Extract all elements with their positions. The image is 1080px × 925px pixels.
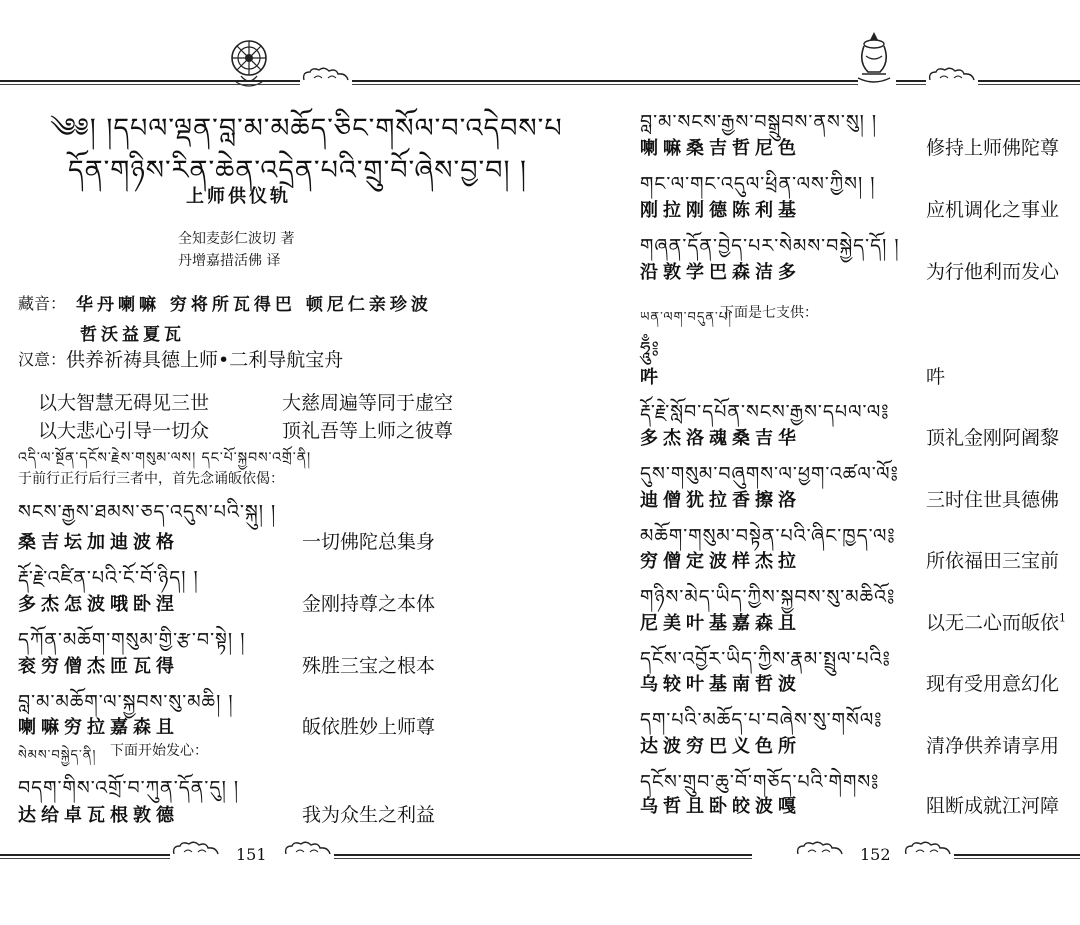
meaning-line: 殊胜三宝之根本 [302, 655, 436, 677]
transliteration-line: 沿敦学巴森洁多 [640, 262, 801, 283]
zangyin-label: 藏音： [18, 294, 67, 313]
note-bodhicitta: 下面开始发心： [110, 743, 208, 759]
tibetan-title-line-1: ༄༅། །དཔལ་ལྡན་བླ་མ་མཆོད་ཅིང་གསོལ་བ་འདེབས་པ [50, 113, 563, 144]
tibetan-note-1: འདི་ལ་སྔོན་དངོས་རྗེས་གསུམ་ལས། དང་པོ་སྐྱབས་འགྲོ་ནི། [18, 450, 312, 466]
transliteration-line: 多杰怎波哦卧涅 [18, 594, 179, 615]
page-number: 152 [860, 845, 891, 864]
meaning-line: 三时住世具德佛 [926, 489, 1060, 511]
transliteration-line: 衮穷僧杰匝瓦得 [18, 656, 179, 677]
transliteration-line: 穷僧定波样杰拉 [640, 551, 801, 572]
tibetan-line: དུས་གསུམ་བཞུགས་ལ་ཕྱག་འཚལ་ལོ༔ [640, 463, 899, 485]
zangyin-line-1: 华丹喇嘛 穷将所瓦得巴 顿尼仁亲珍波 [76, 295, 432, 315]
cloud-ornament-icon [300, 66, 352, 84]
transliteration-line: 喇嘛桑吉哲尼色 [640, 138, 801, 159]
tibetan-line: གཉིས་མེད་ཡིད་ཀྱིས་སྐྱབས་སུ་མཆིའོ༔ [640, 586, 896, 608]
meaning-line: 清净供养请享用 [926, 735, 1060, 757]
tibetan-line: དངོས་འབྱོར་ཡིད་ཀྱིས་རྣམ་སྤྲུལ་པའི༔ [640, 648, 891, 670]
meaning-line: 顶礼金刚阿阇黎 [926, 427, 1060, 449]
treasure-vase-icon [852, 28, 896, 88]
right-page [540, 0, 1080, 925]
transliteration-hum: 吽 [640, 367, 663, 388]
meaning-line: 为行他利而发心 [926, 261, 1060, 283]
tibetan-line: དངོས་གྲུབ་ཆུ་བོ་གཅོད་པའི་གེགས༔ [640, 771, 880, 793]
meaning-line: 我为众生之利益 [302, 804, 436, 826]
meaning-line: 金刚持尊之本体 [302, 593, 436, 615]
cloud-ornament-icon [282, 840, 334, 858]
meaning-line: 现有受用意幻化 [926, 673, 1060, 695]
cloud-ornament-icon [170, 840, 222, 858]
tibetan-line: རྡོ་རྗེ་སློབ་དཔོན་སངས་རྒྱས་དཔལ་ལ༔ [640, 401, 890, 423]
tibetan-line-refuge: སངས་རྒྱས་ཐམས་ཅད་འདུས་པའི་སྐུ། ། [18, 501, 277, 523]
hanyi-text: 供养祈祷具德上师•二利导航宝舟 [66, 349, 344, 371]
tibetan-title-line-2: དོན་གཉིས་རིན་ཆེན་འདྲེན་པའི་གྲུ་བོ་ཞེས་བྱ་བ། ། [68, 155, 528, 186]
tibetan-line: གང་ལ་གང་འདུལ་ཕྲིན་ལས་ཀྱིས། ། [640, 173, 876, 195]
meaning-line: 修持上师佛陀尊 [926, 137, 1060, 159]
translator-line: 丹增嘉措活佛 译 [178, 253, 281, 269]
meaning-line: 阻断成就江河障 [926, 795, 1060, 817]
tibetan-line: དཀོན་མཆོག་གསུམ་གྱི་རྩ་བ་སྟེ། ། [18, 629, 246, 651]
meaning-line [926, 608, 1066, 635]
transliteration-line: 达给卓瓦根敦德 [18, 805, 179, 826]
verse-intro-2b: 顶礼吾等上师之彼尊 [282, 420, 454, 442]
tibetan-hum: ཧཱུྃ༔ [640, 338, 660, 360]
tibetan-line: རྡོ་རྗེ་འཛིན་པའི་ངོ་བོ་ཉིད། ། [18, 567, 199, 589]
meaning-line: 应机调化之事业 [926, 199, 1060, 221]
transliteration-line: 尼美叶基嘉森且 [640, 613, 801, 634]
page-title: 上师供仪轨 [186, 186, 291, 207]
verse-intro-1a: 以大智慧无碍见三世 [38, 392, 210, 414]
tibetan-line: བླ་མ་མཆོག་ལ་སྐྱབས་སུ་མཆི། ། [18, 691, 234, 713]
hanyi-label: 汉意： [18, 350, 67, 369]
verse-intro-2a: 以大悲心引导一切众 [38, 420, 210, 442]
meaning-line: 一切佛陀总集身 [302, 531, 436, 553]
transliteration-line: 乌哲且卧皎波嘎 [640, 796, 801, 817]
meaning-text: 以无二心而皈依 [926, 612, 1060, 634]
verse-intro-1b: 大慈周遍等同于虚空 [282, 392, 454, 414]
tibetan-line: དག་པའི་མཆོད་པ་བཞེས་སུ་གསོལ༔ [640, 709, 883, 731]
tibetan-line: མཆོག་གསུམ་བསྟེན་པའི་ཞིང་ཁྱད་ལ༔ [640, 525, 896, 547]
transliteration-line: 刚拉刚德陈利基 [640, 200, 801, 221]
zangyin-line-2: 哲沃益夏瓦 [80, 325, 185, 345]
transliteration-line: 桑吉坛加迪波格 [18, 532, 179, 553]
cloud-ornament-icon [794, 840, 846, 858]
note-refuge: 于前行正行后行三者中，首先念诵皈依偈： [18, 471, 284, 487]
author-line: 全知麦彭仁波切 著 [178, 231, 295, 247]
page-number: 151 [236, 845, 267, 864]
tibetan-note-bodhicitta: སེམས་བསྐྱེད་ནི། [18, 748, 97, 763]
note-seven-limb: 下面是七支供： [720, 305, 818, 321]
transliteration-line: 乌较叶基南哲波 [640, 674, 801, 695]
cloud-ornament-icon [902, 840, 954, 858]
tibetan-line: བདག་གིས་འགྲོ་བ་ཀུན་དོན་དུ། ། [18, 777, 240, 799]
tibetan-note-seven-limb: ཡན་ལག་བདུན་པ། [640, 310, 732, 325]
tibetan-line: གཞན་དོན་བྱེད་པར་སེམས་བསྐྱེད་དོ། ། [640, 235, 900, 257]
footnote-marker[interactable]: 1 [1059, 611, 1067, 625]
meaning-hum: 吽 [926, 366, 946, 388]
transliteration-line: 喇嘛穷拉嘉森且 [18, 717, 179, 738]
tibetan-line: བླ་མ་སངས་རྒྱས་བསྒྲུབས་ནས་སུ། ། [640, 111, 878, 133]
cloud-ornament-icon [926, 66, 978, 84]
transliteration-line: 多杰洛魂桑吉华 [640, 428, 801, 449]
meaning-line: 皈依胜妙上师尊 [302, 716, 436, 738]
transliteration-line: 迪僧犹拉香擦洛 [640, 490, 801, 511]
transliteration-line: 达波穷巴义色所 [640, 736, 801, 757]
meaning-line: 所依福田三宝前 [926, 550, 1060, 572]
